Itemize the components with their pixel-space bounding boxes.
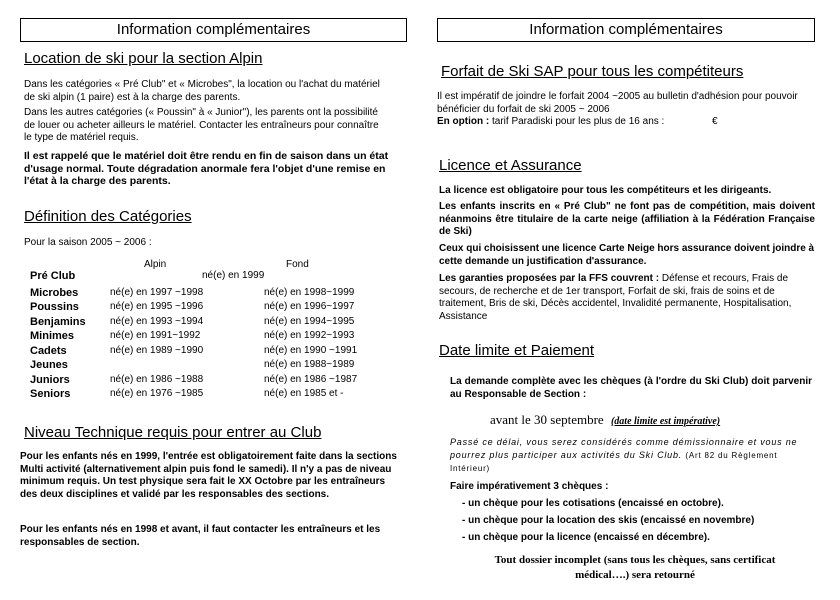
forfait-paragraph: Il est impératif de joindre le forfait 2004 ~2005 au bulletin d'adhésion pour pouvoir bénéficier du forfait de ski 2005 ~ 2006 (437, 91, 798, 115)
category-fond: né(e) en 1992~1993 (264, 330, 355, 341)
category-fond: né(e) en 1988~1989 (264, 359, 355, 370)
category-name: Benjamins (30, 316, 86, 328)
categories-season: Pour la saison 2005 ~ 2006 : (24, 237, 152, 248)
niveau-title: Niveau Technique requis pour entrer au Club (24, 424, 322, 441)
location-paragraph-3: Il est rappelé que le matériel doit être rendu en fin de saison dans un état d'usage normal. Toute dégradation anormale fera l'objet d'une remise en l'état à la charge des parents. (24, 150, 389, 187)
category-name: Poussins (30, 301, 79, 313)
right-header: Information complémentaires (437, 18, 815, 42)
checks-intro: Faire impérativement 3 chèques : (450, 481, 609, 492)
deadline-date: avant le 30 septembre (490, 412, 604, 427)
category-fond: né(e) en 1985 et - (264, 388, 344, 399)
licence-paragraph-4 (439, 273, 815, 323)
category-name: Juniors (30, 374, 70, 386)
forfait-option-label: En option : (437, 116, 490, 127)
check-item: - un chèque pour la location des skis (encaissé en novembre) (462, 515, 755, 526)
categories-title: Définition des Catégories (24, 208, 192, 225)
checks-list (462, 495, 754, 546)
category-fond: né(e) en 1990 ~1991 (264, 345, 358, 356)
licence-garanties-text: Défense et recours, Frais de secours, de recherche et de 1er transport, Forfait de ski, frais de soins et de traitement, Bris de ski, Décès accidentel, Invalidité permanente, Hospitalisation, Assistance (439, 273, 792, 322)
category-alpin: né(e) en 1976 ~1985 (110, 388, 204, 399)
check-item: - un chèque pour la licence (encaissé en décembre). (462, 532, 710, 543)
category-alpin: né(e) en 1995 ~1996 (110, 301, 204, 312)
category-name: Microbes (30, 287, 79, 299)
deadline (490, 412, 720, 428)
warning-text (450, 436, 814, 476)
category-fond: né(e) en 1986 ~1987 (264, 374, 358, 385)
licence-garanties-label: Les garanties proposées par la FFS couvrent : (439, 273, 660, 284)
forfait-option (437, 116, 664, 129)
col-header-fond: Fond (286, 259, 309, 270)
deadline-note: (date limite est impérative) (610, 416, 721, 427)
location-title: Location de ski pour la section Alpin (24, 50, 263, 67)
category-alpin: né(e) en 1997 ~1998 (110, 287, 204, 298)
niveau-paragraph-2: Pour les enfants nés en 1998 et avant, il faut contacter les entraîneurs et les responsables de section. (20, 524, 381, 548)
category-name: Seniors (30, 388, 71, 400)
category-name: Jeunes (30, 359, 68, 371)
col-header-alpin: Alpin (144, 259, 167, 270)
category-fond: né(e) en 1996~1997 (264, 301, 355, 312)
category-both: né(e) en 1999 (202, 270, 265, 281)
category-alpin: né(e) en 1991~1992 (110, 330, 201, 341)
category-name: Cadets (30, 345, 67, 357)
warning-message: Passé ce délai, vous serez considérés comme démissionnaire et vous ne pourrez plus participer aux activités du Ski Club. (450, 437, 798, 460)
paiement-title: Date limite et Paiement (439, 342, 595, 359)
incomplete-notice: Tout dossier incomplet (sans tous les chèques, sans certificat médical….) sera retourné (494, 554, 776, 581)
category-fond: né(e) en 1994~1995 (264, 316, 355, 327)
euro-symbol: € (712, 116, 718, 127)
niveau-paragraph-1: Pour les enfants nés en 1999, l'entrée est obligatoirement faite dans la sections Multi activité (alternativement alpin puis fond le samedi). Il n'y a pas de niveau minimum requis. Un test physique sera fait le XX Octobre par les entraîneurs des deux disciplines et validé par les responsables des sections. (20, 451, 397, 500)
category-alpin: né(e) en 1986 ~1988 (110, 374, 204, 385)
category-name: Pré Club (30, 270, 76, 282)
category-alpin: né(e) en 1989 ~1990 (110, 345, 204, 356)
category-fond: né(e) en 1998~1999 (264, 287, 355, 298)
location-paragraph-2: Dans les autres catégories (« Poussin" à « Junior"), les parents ont la possibilité de louer ou acheter ailleurs le matériel. Contacter les entraîneurs pour connaître le type de matériel requis. (24, 107, 379, 143)
location-paragraph-1: Dans les catégories « Pré Club" et « Microbes", la location ou l'achat du matériel de ski alpin (1 paire) est à la charge des parents. (24, 79, 380, 103)
licence-title: Licence et Assurance (439, 157, 582, 174)
left-header: Information complémentaires (20, 18, 407, 42)
warning-reference: (Art 82 du Règlement Intérieur) (450, 450, 778, 473)
paiement-paragraph: La demande complète avec les chèques (à l'ordre du Ski Club) doit parvenir au Responsable de Section : (450, 376, 812, 400)
licence-paragraph-3: Ceux qui choisissent une licence Carte Neige hors assurance doivent joindre à cette demande un justification d'assurance. (439, 243, 815, 267)
category-alpin: né(e) en 1993 ~1994 (110, 316, 204, 327)
licence-paragraph-1: La licence est obligatoire pour tous les compétiteurs et les dirigeants. (439, 185, 772, 196)
forfait-option-text: tarif Paradiski pour les plus de 16 ans : (492, 116, 665, 127)
licence-paragraph-2: Les enfants inscrits en « Pré Club" ne font pas de compétition, mais doivent néanmoins être titulaire de la carte neige (affiliation à la Fédération Française de Ski) (439, 201, 815, 237)
check-item: - un chèque pour les cotisations (encaissé en octobre). (462, 498, 724, 509)
forfait-title: Forfait de Ski SAP pour tous les compétiteurs (441, 63, 744, 80)
category-name: Minimes (30, 330, 75, 342)
